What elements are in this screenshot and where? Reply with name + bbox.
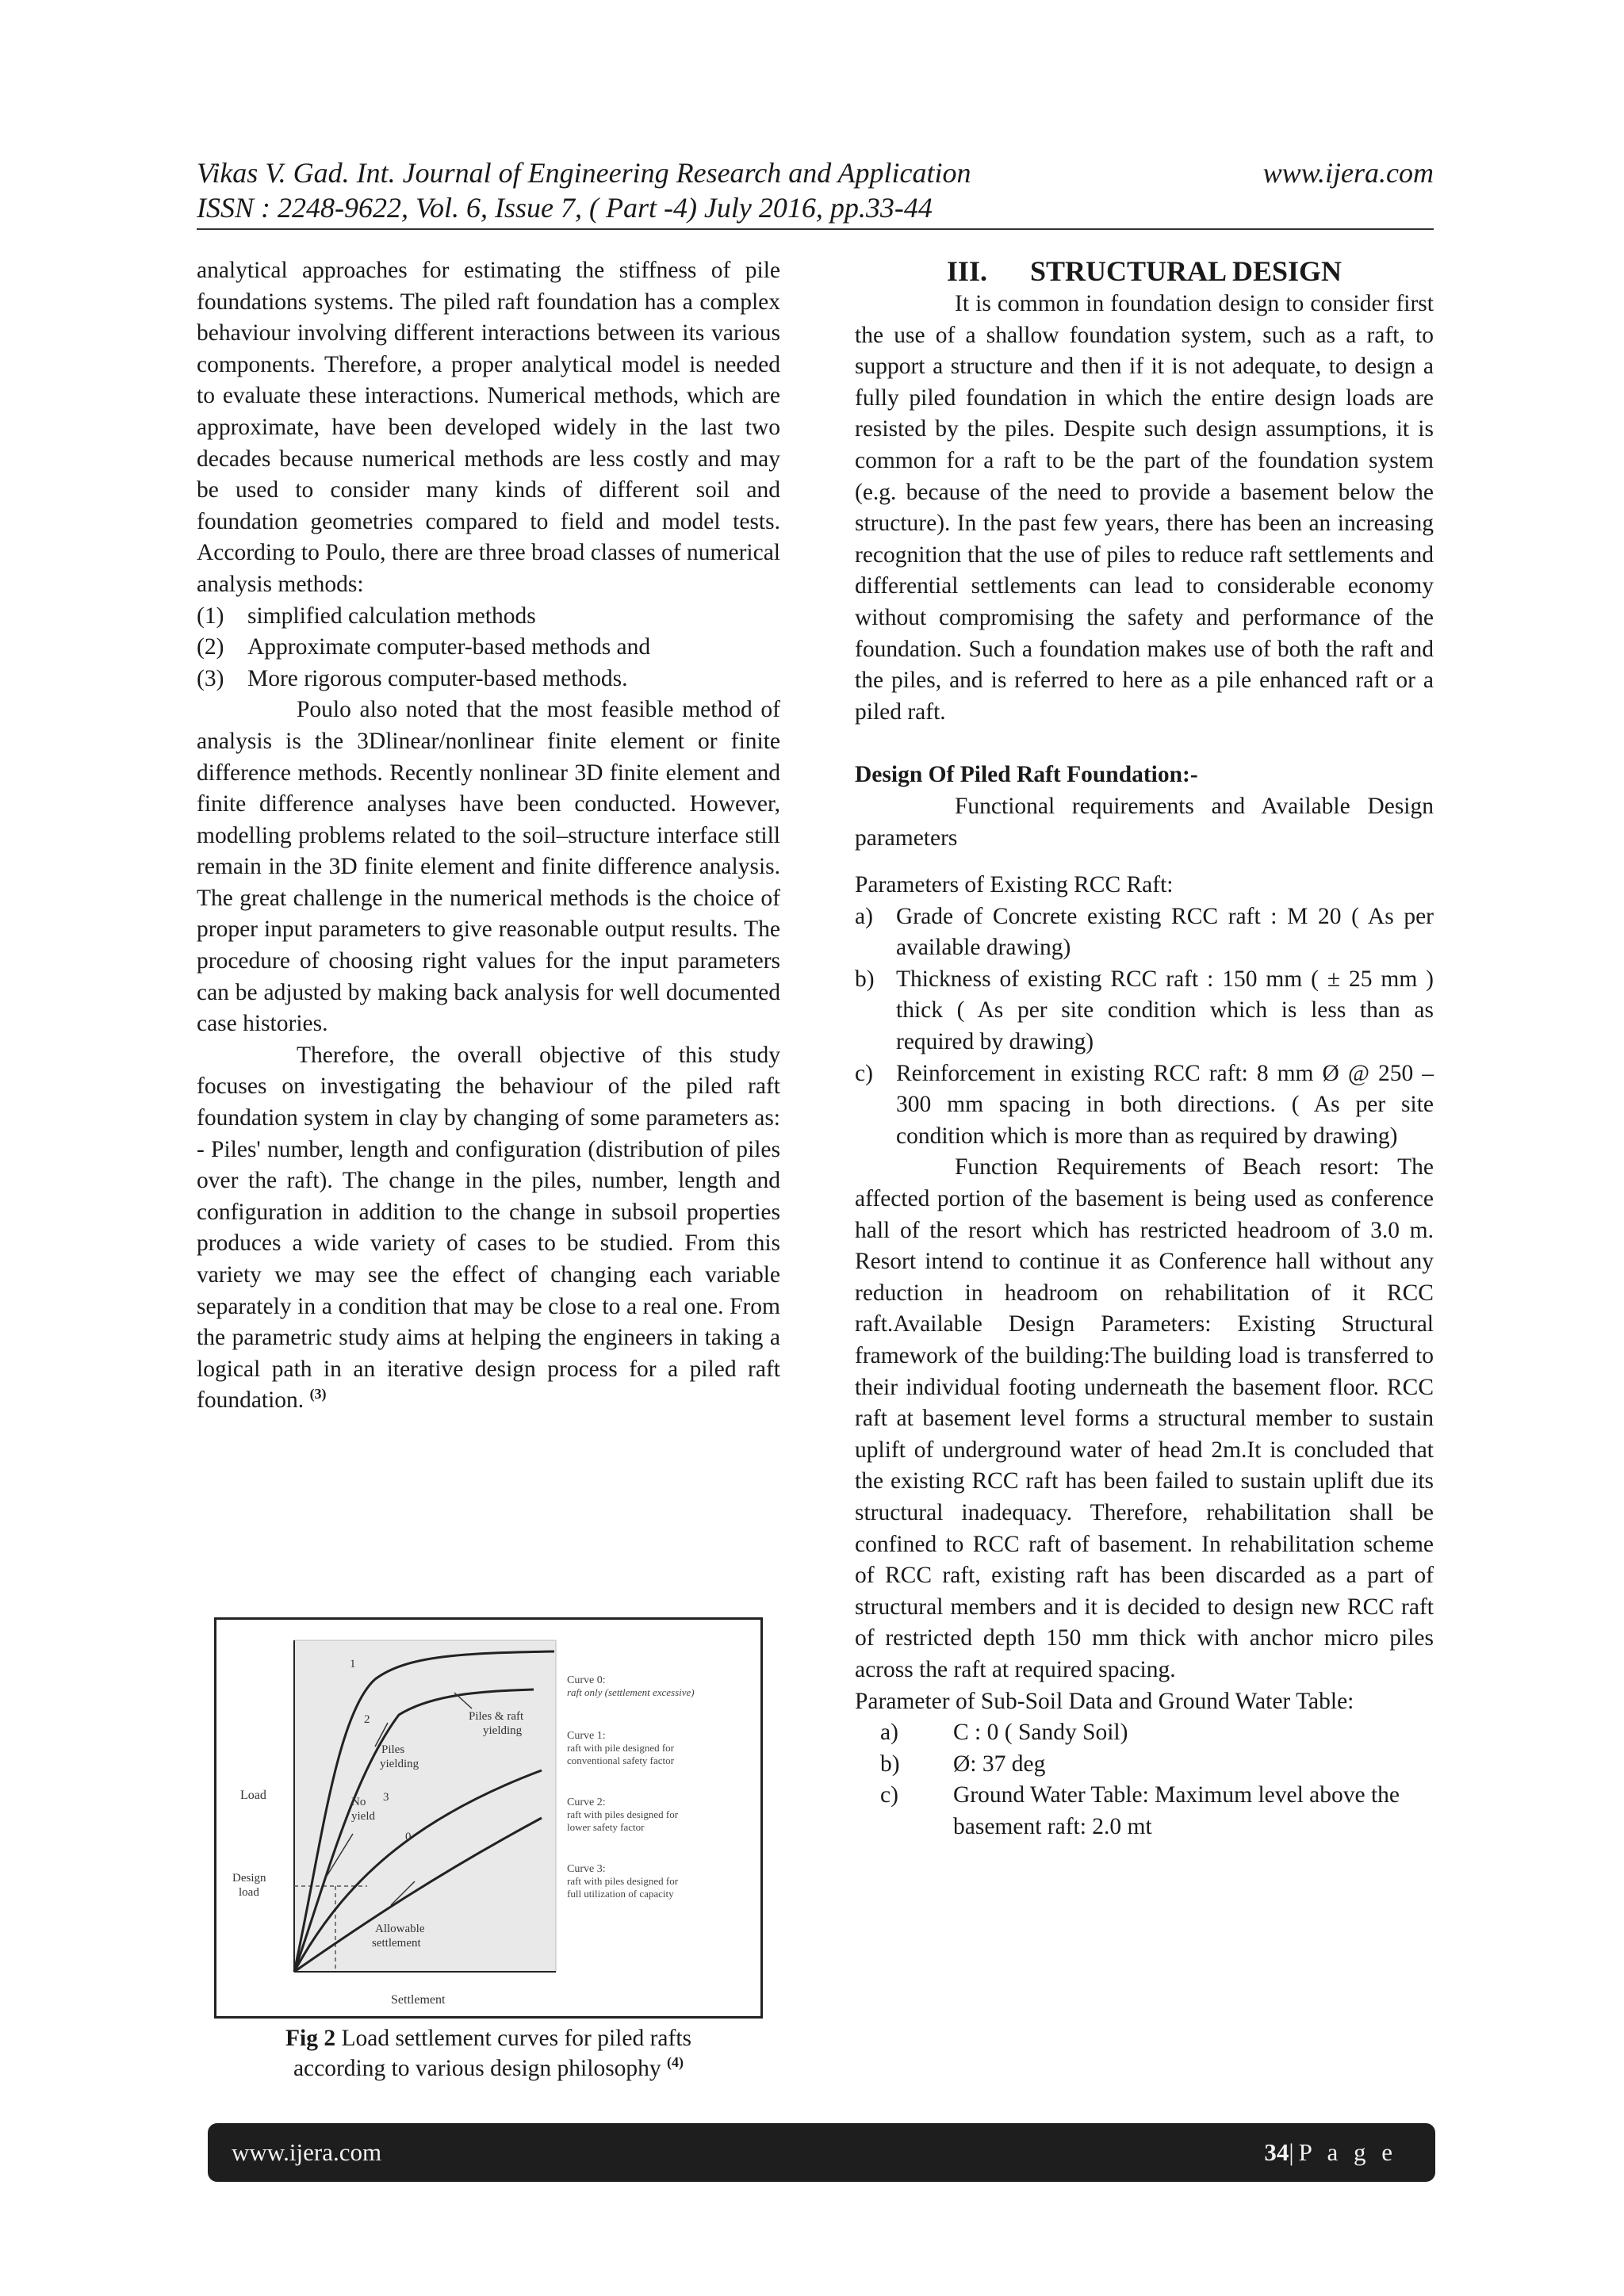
page-number-value: 34 (1264, 2138, 1289, 2166)
right-column (855, 255, 1434, 1843)
list-item (197, 664, 780, 695)
legend-line: raft with piles designed for (567, 1875, 679, 1887)
figure-legend (567, 1674, 695, 1900)
paragraph: Functional requirements and Available Design parameters (855, 793, 1434, 851)
design-load-label: Design (232, 1872, 266, 1885)
legend-title: Curve 0: (567, 1674, 606, 1686)
legend-line: conventional safety factor (567, 1755, 674, 1766)
legend-title: Curve 1: (567, 1730, 606, 1742)
no-yield-label: No (351, 1796, 366, 1808)
y-axis-label: Load (240, 1789, 266, 1802)
caption-text: Load settlement curves for piled rafts (341, 2026, 691, 2051)
header-divider (197, 228, 1434, 230)
paragraph: Parameter of Sub-Soil Data and Ground Water Table: (855, 1688, 1354, 1714)
list-letter: c) (880, 1782, 898, 1808)
list-text: Grade of Concrete existing RCC raft : M 20 ( As per available drawing) (896, 903, 1434, 961)
list-letter: a) (855, 903, 873, 929)
paragraph-text: Therefore, the overall objective of this study focuses on investigating the behaviour of the piled raft foundation system in clay by changing of some parameters as: - Piles' number, length and configuration (distribution of piles over the raft). The change in the piles, number, length and configuration in addition to the change in subsoil properties produces a wide variety of cases to be studied. From this variety we may see the effect of changing each variable separately in a condition that may be close to a real one. From the parametric study aims at helping the engineers in taking a logical path in an iterative design process for a piled raft foundation. (197, 1042, 780, 1414)
figure-label: Fig 2 (285, 2026, 336, 2051)
curve-3-number: 3 (383, 1791, 389, 1804)
list-text: Ground Water Table: Maximum level above the basement raft: 2.0 mt (953, 1782, 1400, 1839)
allowable-settlement-label: settlement (372, 1937, 421, 1950)
legend-line: raft with piles designed for (567, 1808, 679, 1820)
curve-2-number: 2 (364, 1713, 370, 1726)
legend-title: Curve 3: (567, 1863, 606, 1875)
list-letter: a) (880, 1720, 898, 1746)
journal-citation: Vikas V. Gad. Int. Journal of Engineering Research and Application (197, 157, 971, 189)
design-load-label: load (239, 1886, 259, 1899)
section-heading (855, 255, 1434, 287)
paragraph (197, 1040, 780, 1417)
list-text: Approximate computer-based methods and (247, 634, 651, 660)
left-column (197, 255, 780, 1417)
no-yield-label: yield (351, 1810, 375, 1823)
paragraph: Parameters of Existing RCC Raft: (855, 872, 1174, 898)
lettered-list (855, 1717, 1434, 1843)
list-item (197, 632, 780, 664)
section-title: STRUCTURAL DESIGN (1029, 255, 1342, 287)
list-item (855, 901, 1434, 964)
page-number (1264, 2138, 1397, 2167)
paragraph: analytical approaches for estimating the stiffness of pile foundations systems. The piled raft foundation has a complex behaviour involving different interactions between its various components. Therefore, a proper analytical model is needed to evaluate these interactions. Numerical methods, which are approximate, have been developed widely in the last two decades because numerical methods are less costly and may be used to consider many kinds of different soil and foundation geometries compared to field and model tests. According to Poulo, there are three broad classes of numerical analysis methods: (197, 258, 780, 597)
page-footer (208, 2123, 1435, 2182)
list-text: Thickness of existing RCC raft : 150 mm ( ± 25 mm ) thick ( As per site condition which is less than as required by drawing) (896, 966, 1434, 1055)
subsection-heading: Design Of Piled Raft Foundation:- (855, 762, 1198, 788)
caption-text: according to various design philosophy (293, 2056, 661, 2081)
list-number: (1) (197, 603, 224, 629)
list-item (855, 1749, 1434, 1781)
list-letter: b) (880, 1751, 900, 1777)
page-word: |P a g e (1289, 2138, 1397, 2166)
list-item (855, 964, 1434, 1058)
list-item (855, 1717, 1434, 1749)
paragraph: Poulo also noted that the most feasible method of analysis is the 3Dlinear/nonlinear finite element or finite difference methods. Recently nonlinear 3D finite element and finite difference analyses have been conducted. However, modelling problems related to the soil–structure interface still remain in the 3D finite element and finite difference analysis. The great challenge in the numerical methods is the choice of proper input parameters to give reasonable output results. The procedure of choosing right values for the input parameters can be adjusted by making back analysis for well documented case histories. (197, 697, 780, 1037)
footer-url[interactable]: www.ijera.com (232, 2138, 382, 2166)
citation-ref: (3) (309, 1386, 327, 1402)
list-text: C : 0 ( Sandy Soil) (953, 1720, 1128, 1746)
figure-load-settlement (214, 1617, 763, 2019)
list-item (855, 1058, 1434, 1153)
legend-line: full utilization of capacity (567, 1888, 674, 1900)
citation-ref: (4) (667, 2054, 684, 2071)
curve-0-number: 0 (405, 1831, 412, 1843)
paragraph: Function Requirements of Beach resort: The affected portion of the basement is being used as conference hall of the resort which has restricted headroom of 3.0 m. Resort intend to continue it as Conference hall without any reduction in headroom on rehabilitation of it RCC raft.Available Design Parameters: Existing Structural framework of the building:The building load is transferred to their individual footing underneath the basement floor. RCC raft at basement level forms a structural member to sustain uplift of underground water of head 2m.It is concluded that the existing RCC raft has been failed to sustain uplift due its structural inadequacy. Therefore, rehabilitation shall be confined to RCC raft of basement. In rehabilitation scheme of RCC raft, existing raft has been discarded as a part of structural members and it is decided to design new RCC raft of restricted depth 150 mm thick with anchor micro piles across the raft at required spacing. (855, 1154, 1434, 1682)
list-number: (2) (197, 634, 224, 660)
list-text: simplified calculation methods (247, 603, 536, 629)
legend-line: lower safety factor (567, 1821, 645, 1833)
piles-yielding-label: Piles (381, 1743, 405, 1756)
legend-title: Curve 2: (567, 1797, 606, 1808)
legend-line: raft only (settlement excessive) (567, 1686, 695, 1698)
list-letter: b) (855, 966, 875, 992)
list-item (855, 1780, 1434, 1843)
curve-1-number: 1 (350, 1658, 356, 1670)
issn-line: ISSN : 2248-9622, Vol. 6, Issue 7, ( Part -4) July 2016, pp.33-44 (197, 192, 933, 224)
x-axis-label: Settlement (391, 1993, 446, 2007)
figure-caption (197, 2023, 780, 2084)
piles-raft-yielding-label: yielding (483, 1724, 523, 1737)
running-header (197, 155, 1434, 225)
section-number: III. (946, 255, 987, 287)
allowable-settlement-label: Allowable (375, 1923, 425, 1935)
piles-yielding-label: yielding (380, 1758, 419, 1770)
paragraph: It is common in foundation design to consider first the use of a shallow foundation system, such as a raft, to support a structure and then if it is not adequate, to design a fully piled foundation in which the entire design loads are resisted by the piles. Despite such design assumptions, it is common for a raft to be the part of the foundation system (e.g. because of the need to provide a basement below the structure). In the past few years, there has been an increasing recognition that the use of piles to reduce raft settlements and differential settlements can lead to considerable economy without compromising the safety and performance of the foundation. Such a foundation makes use of both the raft and the piles, and is referred to here as a pile enhanced raft or a piled raft. (855, 291, 1434, 725)
list-letter: c) (855, 1060, 873, 1086)
list-text: Ø: 37 deg (953, 1751, 1046, 1777)
list-text: More rigorous computer-based methods. (247, 665, 628, 691)
legend-line: raft with pile designed for (567, 1742, 675, 1754)
lettered-list (855, 901, 1434, 1153)
journal-url[interactable]: www.ijera.com (1262, 157, 1434, 189)
numbered-list (197, 601, 780, 695)
list-text: Reinforcement in existing RCC raft: 8 mm Ø @ 250 – 300 mm spacing in both directions. ( As per site condition which is more than as required by drawing) (896, 1060, 1434, 1149)
list-item (197, 601, 780, 633)
piles-raft-yielding-label: Piles & raft (469, 1710, 524, 1723)
list-number: (3) (197, 665, 224, 691)
